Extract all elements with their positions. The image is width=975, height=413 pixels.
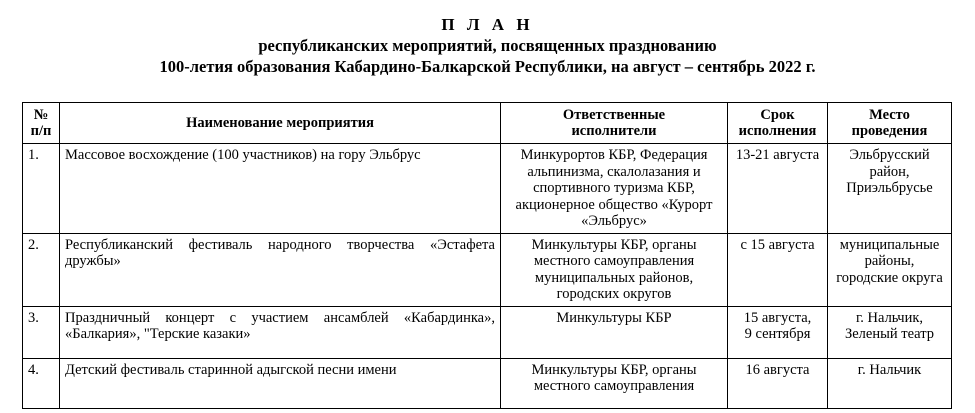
column-header-deadline: Срок исполнения (728, 103, 828, 144)
row-number: 2. (23, 233, 60, 306)
event-name: Республиканский фестиваль народного творчества «Эстафета дружбы» (60, 233, 501, 306)
event-deadline: 13-21 августа (728, 144, 828, 234)
document-subtitle-line-2: 100-летия образования Кабардино-Балкарской Республики, на август – сентябрь 2022 г. (159, 57, 816, 76)
events-plan-table (22, 102, 952, 409)
table-row (23, 233, 952, 306)
row-number: 3. (23, 306, 60, 358)
responsible-parties: Минкурортов КБР, Федерация альпинизма, скалолазания и спортивного туризма КБР, акционерное общество «Курорт «Эльбрус» (501, 144, 728, 234)
document-header (0, 14, 975, 77)
responsible-parties: Минкультуры КБР, органы местного самоуправления (501, 358, 728, 408)
event-deadline: 16 августа (728, 358, 828, 408)
responsible-parties: Минкультуры КБР (501, 306, 728, 358)
event-deadline: с 15 августа (728, 233, 828, 306)
row-number: 1. (23, 144, 60, 234)
table-row (23, 306, 952, 358)
column-header-venue: Место проведения (828, 103, 952, 144)
responsible-parties: Минкультуры КБР, органы местного самоуправления муниципальных районов, городских округов (501, 233, 728, 306)
event-deadline: 15 августа, 9 сентября (728, 306, 828, 358)
column-header-event-name: Наименование мероприятия (60, 103, 501, 144)
column-header-responsible: Ответственные исполнители (501, 103, 728, 144)
table-header-row (23, 103, 952, 144)
event-venue: Эльбрусский район, Приэльбрусье (828, 144, 952, 234)
event-venue: г. Нальчик, Зеленый театр (828, 306, 952, 358)
document-subtitle-line-1: республиканских мероприятий, посвященных празднованию (258, 36, 717, 55)
column-header-number: № п/п (23, 103, 60, 144)
event-name: Массовое восхождение (100 участников) на гору Эльбрус (60, 144, 501, 234)
document-title: П Л А Н (441, 15, 534, 34)
event-name: Детский фестиваль старинной адыгской песни имени (60, 358, 501, 408)
event-name: Праздничный концерт с участием ансамблей «Кабардинка», «Балкария», "Терские казаки» (60, 306, 501, 358)
table-row (23, 358, 952, 408)
event-venue: г. Нальчик (828, 358, 952, 408)
row-number: 4. (23, 358, 60, 408)
event-venue: муниципальные районы, городские округа (828, 233, 952, 306)
table-row (23, 144, 952, 234)
